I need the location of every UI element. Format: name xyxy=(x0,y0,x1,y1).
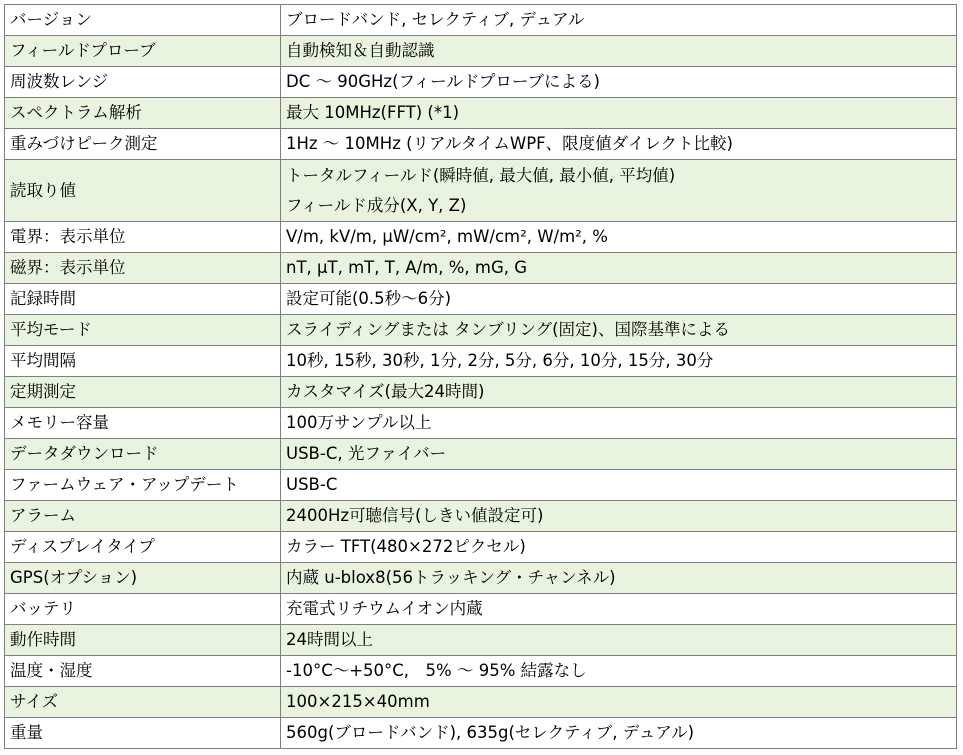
spec-value-line: nT, μT, mT, T, A/m, %, mG, G xyxy=(286,258,528,277)
spec-label: 周波数レンジ xyxy=(5,67,281,98)
spec-value xyxy=(281,718,957,749)
spec-value-line: 100万サンプル以上 xyxy=(286,413,432,432)
spec-value xyxy=(281,5,957,36)
spec-value-line: DC ～ 90GHz(フィールドプローブによる) xyxy=(286,72,600,91)
spec-value xyxy=(281,594,957,625)
spec-label: 温度・湿度 xyxy=(5,656,281,687)
spec-label: 読取り値 xyxy=(5,160,281,222)
spec-value-line: 2400Hz可聴信号(しきい値設定可) xyxy=(286,506,544,525)
spec-row xyxy=(5,470,957,501)
spec-row xyxy=(5,222,957,253)
spec-value xyxy=(281,222,957,253)
spec-value-line: 最大 10MHz(FFT) (*1) xyxy=(286,103,460,122)
spec-value-line: 充電式リチウムイオン内蔵 xyxy=(286,599,483,618)
spec-label: 重量 xyxy=(5,718,281,749)
spec-value xyxy=(281,160,957,222)
spec-label: フィールドプローブ xyxy=(5,36,281,67)
spec-value-line: ブロードバンド, セレクティブ, デュアル xyxy=(286,10,585,29)
spec-value xyxy=(281,563,957,594)
spec-label: サイズ xyxy=(5,687,281,718)
spec-value xyxy=(281,532,957,563)
spec-row xyxy=(5,67,957,98)
spec-label: 電界：表示単位 xyxy=(5,222,281,253)
spec-row xyxy=(5,377,957,408)
spec-label: 定期測定 xyxy=(5,377,281,408)
spec-value-line: トータルフィールド(瞬時値, 最大値, 最小値, 平均値) xyxy=(286,165,676,185)
spec-row xyxy=(5,36,957,67)
spec-value xyxy=(281,129,957,160)
spec-label: 平均モード xyxy=(5,315,281,346)
spec-label: ディスプレイタイプ xyxy=(5,532,281,563)
spec-value xyxy=(281,315,957,346)
spec-row xyxy=(5,5,957,36)
spec-value-line: 自動検知＆自動認識 xyxy=(286,41,435,60)
spec-label: 記録時間 xyxy=(5,284,281,315)
spec-row xyxy=(5,532,957,563)
spec-label: ファームウェア・アップデート xyxy=(5,470,281,501)
spec-row xyxy=(5,439,957,470)
spec-row xyxy=(5,594,957,625)
spec-label: スペクトラム解析 xyxy=(5,98,281,129)
spec-label: 磁界：表示単位 xyxy=(5,253,281,284)
spec-value-line: カスタマイズ(最大24時間) xyxy=(286,382,485,401)
spec-value-line: スライディングまたは タンブリング(固定)、国際基準による xyxy=(286,320,730,339)
spec-label: バッテリ xyxy=(5,594,281,625)
spec-value-line: 560g(ブロードバンド), 635g(セレクティブ, デュアル) xyxy=(286,723,695,742)
spec-value-line: カラー TFT(480×272ピクセル) xyxy=(286,537,526,556)
spec-row xyxy=(5,346,957,377)
spec-value xyxy=(281,625,957,656)
spec-value xyxy=(281,284,957,315)
spec-row xyxy=(5,315,957,346)
spec-row xyxy=(5,563,957,594)
spec-label: GPS(オプション) xyxy=(5,563,281,594)
spec-value-line: USB-C xyxy=(286,475,338,494)
spec-value xyxy=(281,470,957,501)
spec-value-line: -10°C～+50°C, 5% ～ 95% 結露なし xyxy=(286,661,587,680)
spec-label: 動作時間 xyxy=(5,625,281,656)
spec-label: 平均間隔 xyxy=(5,346,281,377)
spec-row xyxy=(5,656,957,687)
spec-value-line: 10秒, 15秒, 30秒, 1分, 2分, 5分, 6分, 10分, 15分, 30分 xyxy=(286,351,714,370)
spec-row xyxy=(5,253,957,284)
spec-label: メモリー容量 xyxy=(5,408,281,439)
spec-row xyxy=(5,284,957,315)
spec-value-line: V/m, kV/m, μW/cm², mW/cm², W/m², % xyxy=(286,227,608,246)
spec-row xyxy=(5,718,957,749)
spec-value-line: 内蔵 u-blox8(56トラッキング・チャンネル) xyxy=(286,568,616,587)
spec-value-line: USB-C, 光ファイバー xyxy=(286,444,447,463)
spec-value xyxy=(281,98,957,129)
spec-label: 重みづけピーク測定 xyxy=(5,129,281,160)
spec-row xyxy=(5,501,957,532)
spec-label: データダウンロード xyxy=(5,439,281,470)
spec-value xyxy=(281,67,957,98)
spec-value-line: 設定可能(0.5秒～6分) xyxy=(286,289,452,308)
spec-value xyxy=(281,346,957,377)
spec-value xyxy=(281,377,957,408)
spec-value xyxy=(281,439,957,470)
spec-label: アラーム xyxy=(5,501,281,532)
spec-value xyxy=(281,253,957,284)
spec-row xyxy=(5,160,957,222)
spec-row xyxy=(5,408,957,439)
spec-row xyxy=(5,625,957,656)
spec-row xyxy=(5,98,957,129)
spec-table xyxy=(4,4,957,749)
spec-value xyxy=(281,501,957,532)
spec-label: バージョン xyxy=(5,5,281,36)
spec-row xyxy=(5,687,957,718)
spec-value-line: フィールド成分(X, Y, Z) xyxy=(286,195,467,215)
spec-value xyxy=(281,687,957,718)
spec-value xyxy=(281,408,957,439)
spec-value-line: 100×215×40mm xyxy=(286,692,430,711)
spec-table-body xyxy=(5,5,957,749)
spec-value-line: 24時間以上 xyxy=(286,630,373,649)
spec-value xyxy=(281,656,957,687)
spec-row xyxy=(5,129,957,160)
spec-value-line: 1Hz ～ 10MHz (リアルタイムWPF、限度値ダイレクト比較) xyxy=(286,134,733,153)
spec-value xyxy=(281,36,957,67)
